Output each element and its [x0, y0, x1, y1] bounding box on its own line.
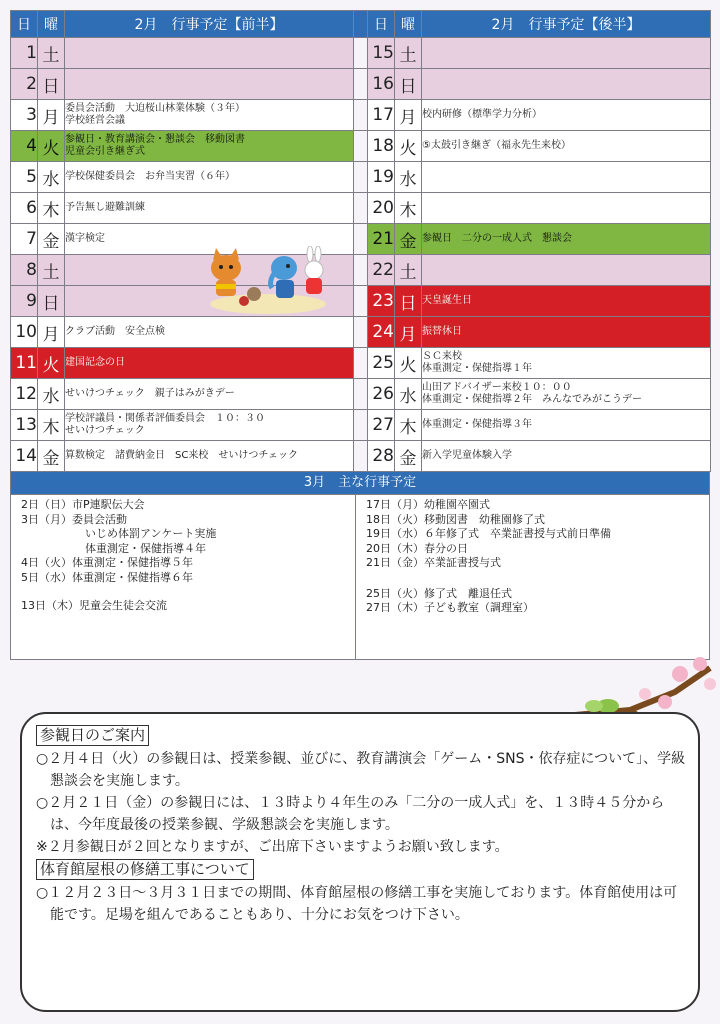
weekday: 日 — [395, 69, 422, 100]
calendar-row — [11, 100, 711, 131]
event-line: 振替休日 — [422, 326, 462, 337]
weekday: 月 — [395, 317, 422, 348]
animal-mascots-illustration — [198, 246, 332, 316]
calendar-row — [11, 193, 711, 224]
day-number: 21 — [368, 224, 395, 255]
column-spacer — [354, 255, 368, 286]
event-line: 委員会活動 大迫桜山林業体験（３年） — [65, 103, 245, 114]
day-events — [422, 193, 711, 224]
day-number: 7 — [11, 224, 38, 255]
calendar-row — [11, 131, 711, 162]
day-number: 15 — [368, 38, 395, 69]
weekday: 火 — [395, 131, 422, 162]
day-events — [422, 131, 711, 162]
day-number: 27 — [368, 410, 395, 441]
calendar-row — [11, 348, 711, 379]
calendar-row — [11, 224, 711, 255]
event-line: クラブ活動 安全点検 — [65, 326, 165, 337]
calendar-row — [11, 317, 711, 348]
weekday: 月 — [38, 100, 65, 131]
day-number: 11 — [11, 348, 38, 379]
cat-mascot-icon — [211, 248, 241, 296]
weekday: 木 — [38, 193, 65, 224]
march-item: 17日（月）幼稚園卒園式 — [366, 498, 490, 511]
march-left-column — [11, 495, 356, 659]
day-number: 20 — [368, 193, 395, 224]
event-line: 新入学児童体験入学 — [422, 450, 512, 461]
column-spacer — [354, 348, 368, 379]
weekday-header: 曜 — [395, 11, 422, 38]
notice-paragraph: ○２月４日（火）の参観日は、授業参観、並びに、教育講演会「ゲーム・SNS・依存症について」、学級懇談会を実施します。 — [36, 751, 686, 789]
day-events — [422, 255, 711, 286]
weekday: 金 — [38, 224, 65, 255]
weekday: 土 — [395, 38, 422, 69]
day-number: 14 — [11, 441, 38, 472]
day-events — [65, 441, 354, 472]
day-header: 日 — [11, 11, 38, 38]
event-line: ⑤太鼓引き継ぎ（福永先生来校） — [422, 140, 571, 151]
day-number: 6 — [11, 193, 38, 224]
event-line: 体重測定・保健指導３年 — [422, 419, 532, 430]
weekday: 火 — [38, 131, 65, 162]
header-spacer — [354, 11, 368, 38]
elephant-mascot-icon — [271, 256, 297, 298]
weekday: 水 — [395, 162, 422, 193]
calendar-row — [11, 162, 711, 193]
day-events — [65, 38, 354, 69]
weekday: 火 — [395, 348, 422, 379]
event-line: 体重測定・保健指導２年 みんなでみがこうデー — [422, 394, 642, 405]
weekday: 水 — [38, 379, 65, 410]
day-events — [422, 379, 711, 410]
weekday: 日 — [38, 69, 65, 100]
weekday: 木 — [395, 410, 422, 441]
weekday: 日 — [395, 286, 422, 317]
calendar-row — [11, 286, 711, 317]
february-calendar — [10, 10, 711, 472]
event-line: 体重測定・保健指導１年 — [422, 363, 532, 374]
event-line: 校内研修（標準学力分析） — [422, 109, 542, 120]
day-number: 25 — [368, 348, 395, 379]
event-line: 算数検定 諸費納金日 SC来校 せいけつチェック — [65, 450, 299, 461]
calendar-row — [11, 255, 711, 286]
weekday: 火 — [38, 348, 65, 379]
column-spacer — [354, 69, 368, 100]
day-events — [65, 69, 354, 100]
weekday: 土 — [395, 255, 422, 286]
event-line: 学校保健委員会 お弁当実習（６年） — [65, 171, 235, 182]
march-item: 25日（火）修了式 離退任式 — [366, 586, 512, 600]
day-events — [422, 410, 711, 441]
column-spacer — [354, 410, 368, 441]
day-number: 4 — [11, 131, 38, 162]
notice-paragraph: ○２月２１日（金）の参観日には、１３時より４年生のみ「二分の一成人式」を、１３時４５分からは、今年度最後の授業参観、学級懇談会を実施します。 — [36, 795, 665, 833]
day-events — [65, 162, 354, 193]
event-line: 参観日 二分の一成人式 懇談会 — [422, 233, 572, 244]
weekday: 金 — [395, 224, 422, 255]
column-spacer — [354, 38, 368, 69]
event-line: 天皇誕生日 — [422, 295, 472, 306]
weekday-header: 曜 — [38, 11, 65, 38]
event-line: 予告無し避難訓練 — [65, 202, 145, 213]
column-spacer — [354, 441, 368, 472]
calendar-row — [11, 38, 711, 69]
calendar-row — [11, 69, 711, 100]
event-line: 児童会引き継ぎ式 — [65, 146, 145, 157]
march-item: 体重測定・保健指導４年 — [85, 541, 206, 555]
weekday: 金 — [38, 441, 65, 472]
weekday: 水 — [395, 379, 422, 410]
first-half-title: 2月 行事予定【前半】 — [65, 11, 354, 38]
day-events — [65, 100, 354, 131]
march-title: 3月 主な行事予定 — [10, 472, 710, 495]
day-number: 16 — [368, 69, 395, 100]
day-number: 26 — [368, 379, 395, 410]
day-events — [422, 100, 711, 131]
notice-title-visit-day: 参観日のご案内 — [36, 725, 149, 746]
event-line: せいけつチェック 親子はみがきデー — [65, 388, 235, 399]
weekday: 土 — [38, 255, 65, 286]
weekday: 日 — [38, 286, 65, 317]
event-line: 建国記念の日 — [65, 357, 125, 368]
column-spacer — [354, 286, 368, 317]
calendar-row — [11, 410, 711, 441]
day-number: 12 — [11, 379, 38, 410]
column-spacer — [354, 224, 368, 255]
march-item: 27日（木）子ども教室（調理室） — [366, 601, 534, 614]
day-number: 17 — [368, 100, 395, 131]
weekday: 土 — [38, 38, 65, 69]
column-spacer — [354, 162, 368, 193]
column-spacer — [354, 100, 368, 131]
day-number: 3 — [11, 100, 38, 131]
march-item: 20日（木）春分の日 — [366, 541, 468, 555]
weekday: 月 — [38, 317, 65, 348]
day-events — [422, 348, 711, 379]
day-number: 24 — [368, 317, 395, 348]
day-number: 1 — [11, 38, 38, 69]
march-item: 5日（水）体重測定・保健指導６年 — [21, 570, 193, 584]
day-events — [422, 441, 711, 472]
day-events — [65, 410, 354, 441]
march-item: 18日（火）移動図書 幼稚園修了式 — [366, 512, 545, 526]
day-number: 19 — [368, 162, 395, 193]
day-number: 28 — [368, 441, 395, 472]
weekday: 金 — [395, 441, 422, 472]
notice-paragraph: ※２月参観日が２回となりますが、ご出席下さいますようお願い致します。 — [36, 839, 509, 855]
day-events — [65, 317, 354, 348]
day-number: 9 — [11, 286, 38, 317]
notice-paragraph: ○１２月２３日～３月３１日までの期間、体育館屋根の修繕工事を実施しております。体育館使用は可能です。足場を組んであることもあり、十分にお気をつけ下さい。 — [36, 885, 678, 923]
second-half-title: 2月 行事予定【後半】 — [422, 11, 711, 38]
weekday: 木 — [38, 410, 65, 441]
day-number: 2 — [11, 69, 38, 100]
event-line: ＳＣ来校 — [422, 351, 462, 362]
weekday: 水 — [38, 162, 65, 193]
event-line: 漢字検定 — [65, 233, 105, 244]
event-line: 参観日・教育講演会・懇談会 移動図書 — [65, 134, 245, 145]
event-line: せいけつチェック — [65, 425, 145, 436]
day-events — [65, 379, 354, 410]
event-line: 山田アドバイザー来校１０：００ — [422, 382, 572, 393]
calendar-row — [11, 441, 711, 472]
event-line: 学校評議員・関係者評価委員会 １０：３０ — [65, 413, 265, 424]
day-number: 8 — [11, 255, 38, 286]
day-number: 23 — [368, 286, 395, 317]
day-number: 5 — [11, 162, 38, 193]
day-number: 18 — [368, 131, 395, 162]
march-item: 4日（火）体重測定・保健指導５年 — [21, 556, 193, 569]
march-item: 21日（金）卒業証書授与式 — [366, 556, 501, 569]
day-events — [65, 193, 354, 224]
day-events — [422, 317, 711, 348]
column-spacer — [354, 131, 368, 162]
schedule-sheet — [10, 10, 710, 660]
march-item: 3日（月）委員会活動 — [21, 512, 127, 526]
day-events — [422, 69, 711, 100]
day-events — [422, 38, 711, 69]
day-number: 22 — [368, 255, 395, 286]
column-spacer — [354, 193, 368, 224]
rabbit-mascot-icon — [305, 246, 323, 294]
march-item: 19日（水）６年修了式 卒業証書授与式前日準備 — [366, 527, 611, 540]
day-events — [422, 224, 711, 255]
weekday: 木 — [395, 193, 422, 224]
day-events — [65, 348, 354, 379]
column-spacer — [354, 317, 368, 348]
notice-title-gym-roof: 体育館屋根の修繕工事について — [36, 859, 254, 880]
march-item: 2日（日）市P連駅伝大会 — [21, 498, 145, 511]
day-events — [422, 162, 711, 193]
march-schedule — [10, 495, 710, 660]
day-events — [422, 286, 711, 317]
event-line: 学校経営会議 — [65, 115, 125, 126]
march-item: いじめ体罰アンケート実施 — [85, 527, 217, 540]
column-spacer — [354, 379, 368, 410]
march-right-column — [356, 495, 709, 659]
march-item: 13日（木）児童会生徒会交流 — [21, 599, 167, 612]
day-number: 10 — [11, 317, 38, 348]
calendar-row — [11, 379, 711, 410]
day-number: 13 — [11, 410, 38, 441]
day-header: 日 — [368, 11, 395, 38]
day-events — [65, 131, 354, 162]
notice-box — [20, 712, 700, 1012]
weekday: 月 — [395, 100, 422, 131]
